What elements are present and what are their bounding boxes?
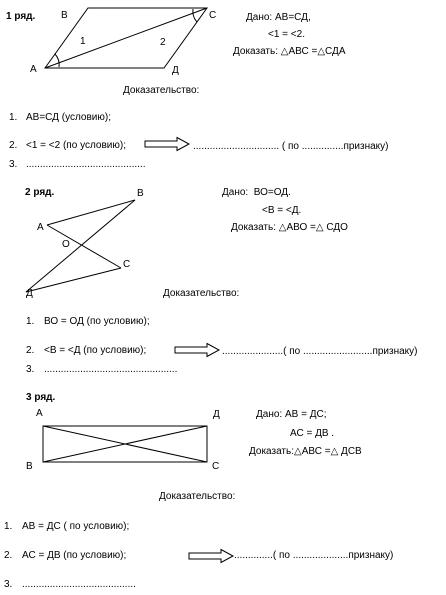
- prove-left: АВС =: [288, 46, 318, 57]
- step-text: <В = <Д (по условию);: [44, 345, 147, 356]
- prove-right: ДСВ: [341, 446, 362, 457]
- vertex-label-b: В: [61, 10, 68, 21]
- vertex-label-o: О: [62, 239, 70, 250]
- given-label: Дано:: [246, 12, 273, 23]
- prove-label: Доказать:: [233, 46, 278, 57]
- proof-title: Доказательство:: [123, 85, 200, 96]
- prove-left: АВО =: [286, 222, 316, 233]
- triangle-icon: △: [315, 222, 324, 233]
- prove-label: Доказать:: [231, 222, 276, 233]
- step-text: ВО = ОД (по условию);: [44, 316, 150, 327]
- section3-heading: 3 ряд.: [26, 392, 56, 403]
- triangle-icon: △: [278, 222, 287, 233]
- section2-heading: 2 ряд.: [25, 187, 55, 198]
- vertex-label-b: В: [26, 461, 33, 472]
- prove-right: СДА: [325, 46, 346, 57]
- step-text: <1 = <2 (по условию);: [26, 140, 126, 151]
- given-label: Дано:: [256, 409, 283, 420]
- vertex-label-c: С: [212, 461, 220, 472]
- given-line-2: <1 = <2.: [268, 29, 305, 40]
- prove-line: [249, 447, 362, 457]
- step-text: АВ = ДС ( по условию);: [22, 521, 130, 532]
- proof-title: Доказательство:: [163, 288, 240, 299]
- section1-heading: 1 ряд.: [6, 11, 36, 22]
- angle-2-label: 2: [160, 37, 166, 48]
- vertex-label-a: А: [37, 222, 44, 233]
- step-number: 2.: [9, 140, 18, 151]
- given-value: АВ=СД,: [274, 12, 311, 23]
- angle-1-label: 1: [80, 36, 86, 47]
- prove-left: АВС =: [301, 446, 331, 457]
- vertex-label-b: В: [137, 188, 144, 199]
- vertex-label-d: Д: [26, 288, 33, 299]
- step-number: 3.: [26, 364, 35, 375]
- step-blank: ..............( по ....................признаку): [234, 550, 394, 561]
- vertex-label-a: А: [30, 64, 37, 75]
- prove-label: Доказать:: [249, 446, 294, 457]
- triangle-icon: △: [294, 446, 302, 457]
- vertex-label-d: Д: [213, 409, 220, 420]
- given-label: Дано:: [222, 187, 249, 198]
- step-number: 2.: [4, 550, 13, 561]
- implies-arrow-icon: [189, 549, 235, 563]
- step-number: 1.: [9, 112, 18, 123]
- given-value: АВ = ДС;: [284, 409, 327, 420]
- triangle-icon: △: [317, 46, 326, 57]
- step-blank: ................................................: [44, 364, 178, 375]
- vertex-label-d: Д: [172, 65, 179, 76]
- step-number: 1.: [4, 521, 13, 532]
- given-line-2: АС = ДВ .: [290, 428, 335, 439]
- given-line-1: [256, 410, 327, 420]
- step-text: АС = ДВ (по условию);: [22, 550, 127, 561]
- given-line-2: <В = <Д.: [262, 205, 302, 216]
- step-number: 3.: [9, 159, 18, 170]
- triangle-icon: △: [330, 446, 339, 457]
- step-blank: ......................( по .........................признаку): [222, 346, 418, 357]
- step-number: 1.: [26, 316, 35, 327]
- vertex-label-a: А: [36, 408, 43, 419]
- given-value: ВО=ОД.: [253, 187, 291, 198]
- step-blank: .........................................: [22, 579, 136, 590]
- vertex-label-c: С: [123, 259, 131, 270]
- step-blank: ............................... ( по ...............признаку): [193, 141, 389, 152]
- step-number: 2.: [26, 345, 35, 356]
- proof-title: Доказательство:: [159, 491, 236, 502]
- step-blank: ...........................................: [26, 159, 146, 170]
- triangle-icon: △: [280, 46, 289, 57]
- vertex-label-c: С: [209, 10, 217, 21]
- prove-right: СДО: [326, 222, 348, 233]
- step-number: 3.: [4, 579, 13, 590]
- step-text: АВ=СД (условию);: [26, 112, 111, 123]
